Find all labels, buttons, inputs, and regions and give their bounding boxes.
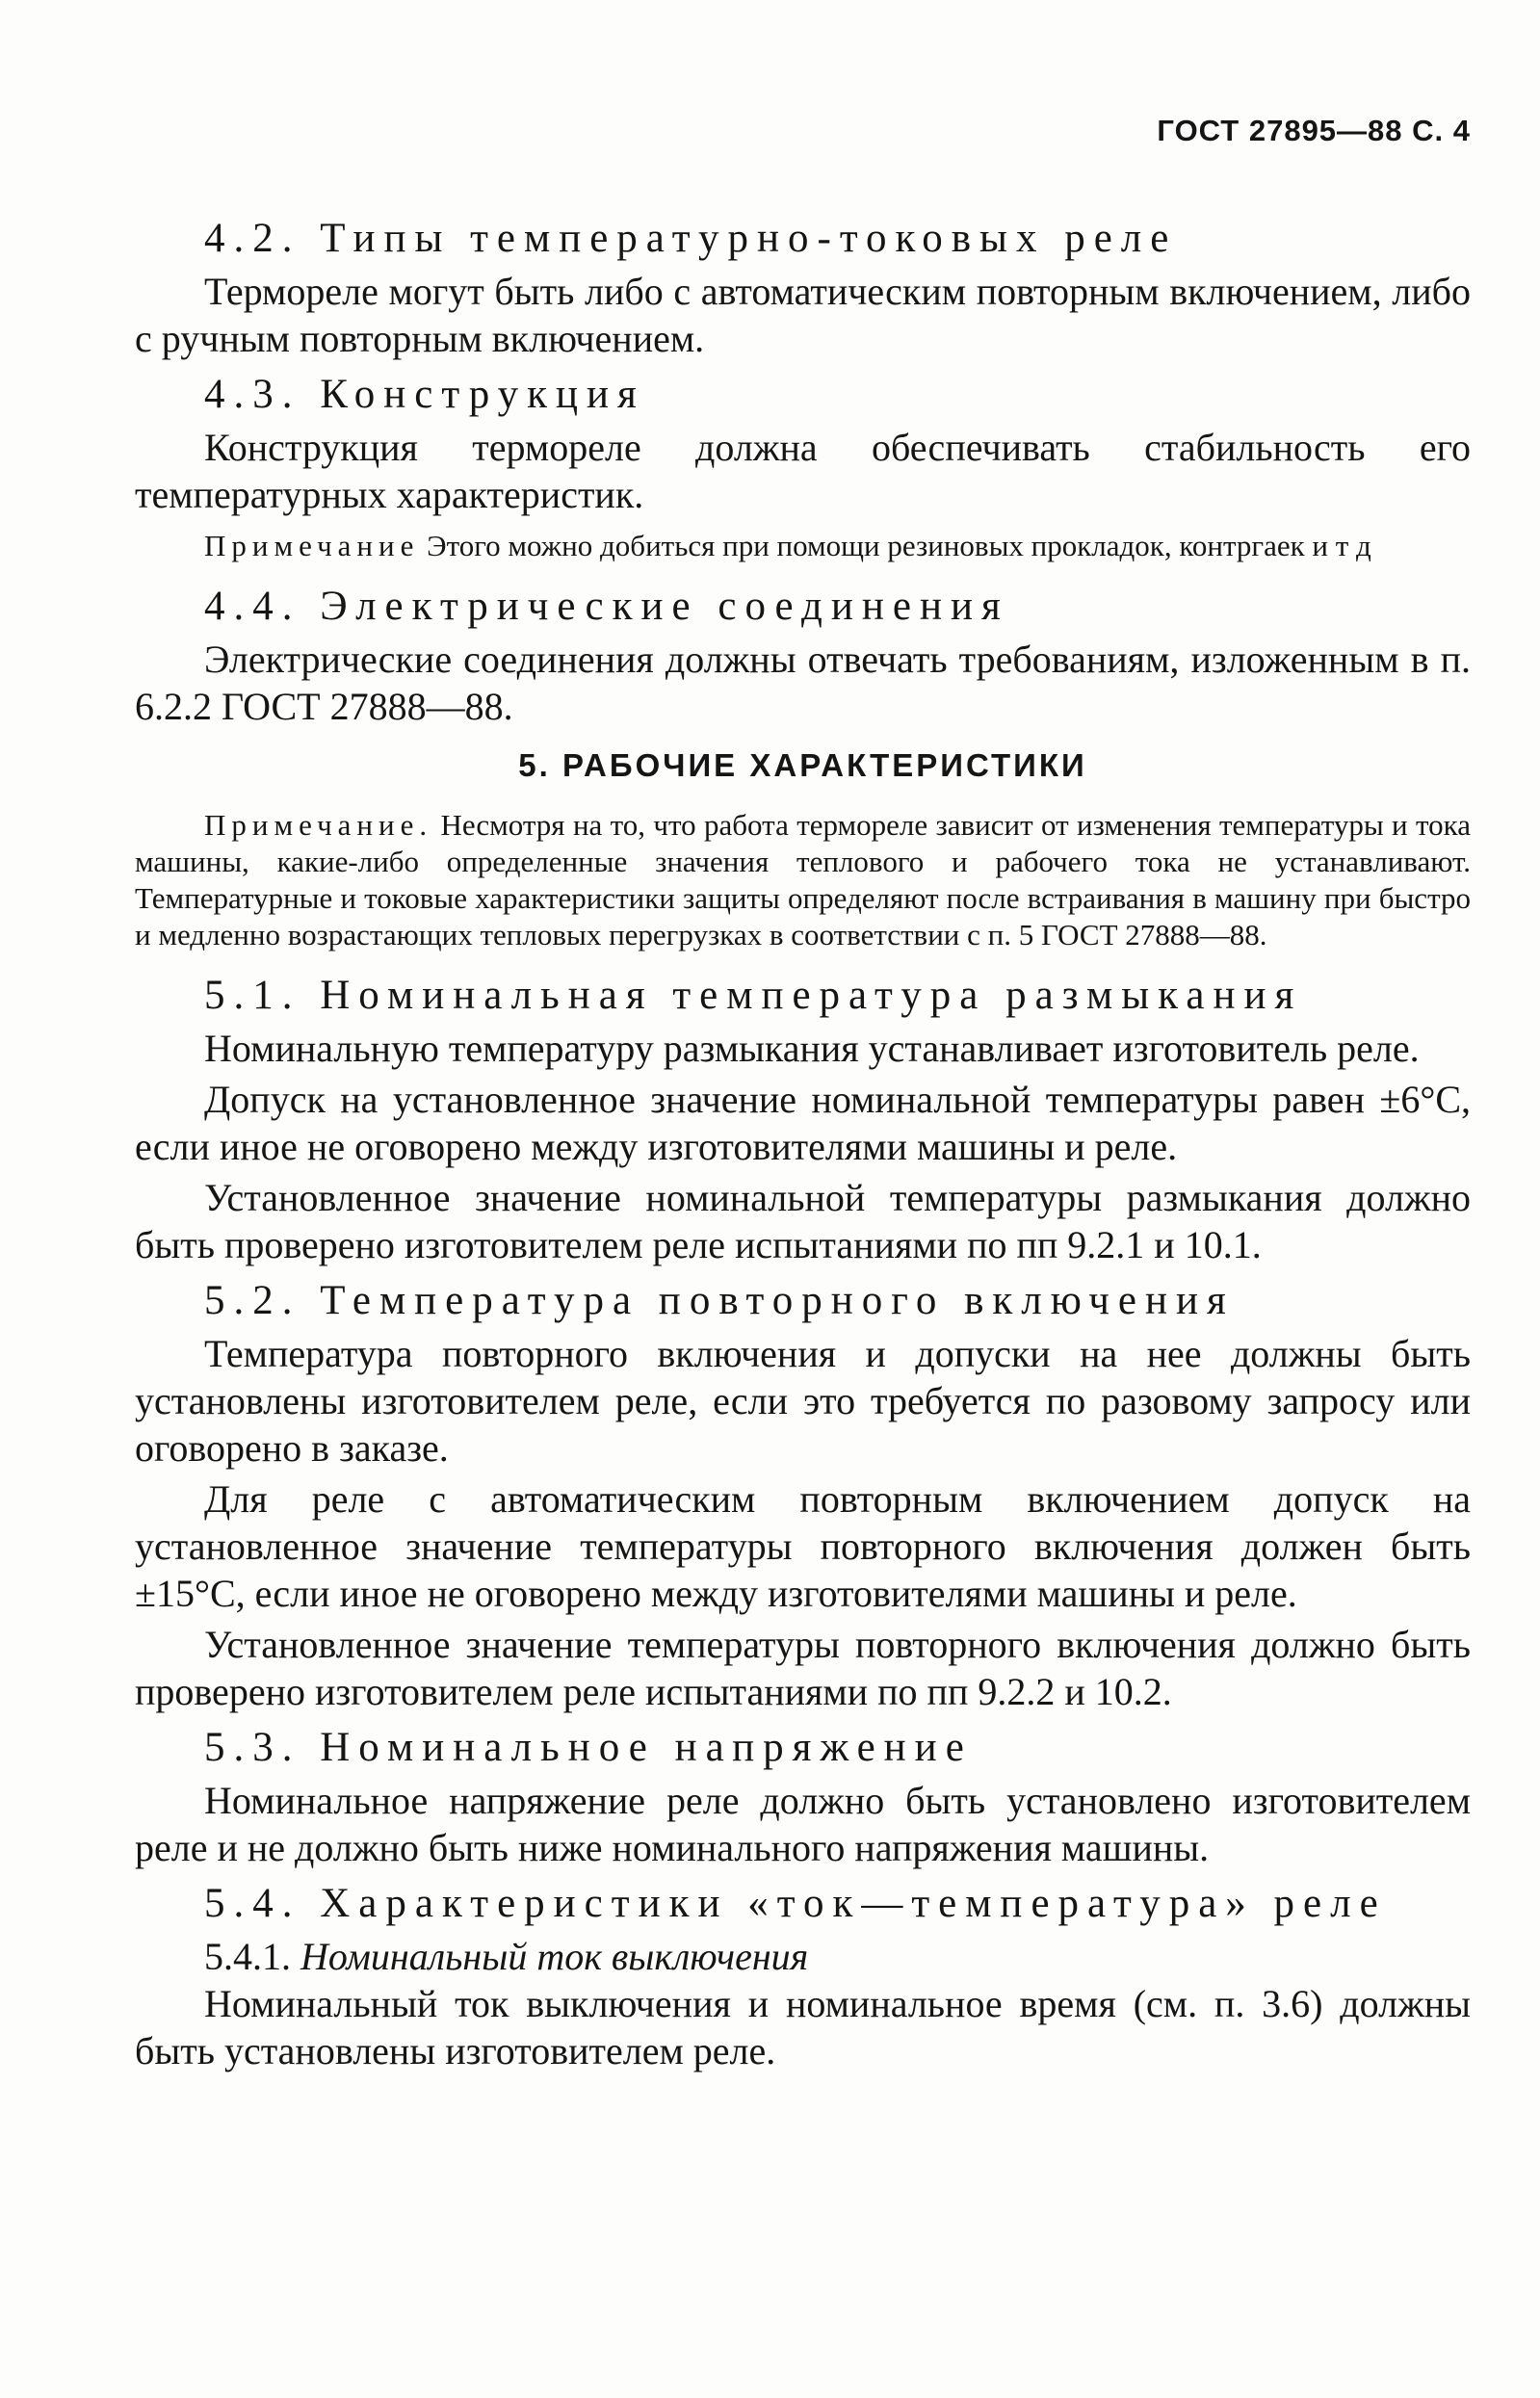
heading-4-3: 4.3. Конструкция bbox=[204, 372, 645, 417]
paragraph-5-1-a: Номинальную температуру размыкания устанавливает изготовитель реле. bbox=[204, 1027, 1420, 1070]
note-text: Несмотря на то, что работа термореле зависит от изменения температуры и тока машины, какие-либо определенные значения теплового и рабочего тока не устанавливают. Температурные и токовые характеристики защиты определяют после встраивания в машину при быстро и медленно возрастающих тепловых перегрузках в соответствии с п. 5 ГОСТ 27888—88. bbox=[135, 808, 1471, 951]
note-label: Примечание. bbox=[204, 808, 433, 842]
heading-5-3: 5.3. Номинальное напряжение bbox=[204, 1725, 973, 1770]
paragraph-4-2: Термореле могут быть либо с автоматическим повторным включением, либо с ручным повторным включением. bbox=[135, 270, 1471, 360]
note-4-3 bbox=[135, 528, 1471, 564]
heading-5-4-1 bbox=[135, 1933, 1471, 1980]
heading-5-4: 5.4. Характеристики «ток—температура» реле bbox=[204, 1881, 1387, 1926]
heading-5-4-1-title: Номинальный ток выключения bbox=[300, 1935, 809, 1978]
section-5-title: 5. РАБОЧИЕ ХАРАКТЕРИСТИКИ bbox=[518, 747, 1087, 783]
paragraph-5-1-b: Допуск на установленное значение номинальной температуры равен ±6°С, если иное не оговорено между изготовителями машины и реле. bbox=[135, 1078, 1471, 1168]
paragraph-5-2-b: Для реле с автоматическим повторным включением допуск на установленное значение температуры повторного включения должен быть ±15°С, если иное не оговорено между изготовителями машины и реле. bbox=[135, 1477, 1471, 1615]
paragraph-4-4: Электрические соединения должны отвечать требованиям, изложенным в п. 6.2.2 ГОСТ 27888—88. bbox=[135, 638, 1471, 728]
heading-4-4: 4.4. Электрические соединения bbox=[204, 584, 1009, 629]
paragraph-5-2-a: Температура повторного включения и допуски на нее должны быть установлены изготовителем реле, если это требуется по разовому запросу или оговорено в заказе. bbox=[135, 1332, 1471, 1470]
paragraph-5-3: Номинальное напряжение реле должно быть установлено изготовителем реле и не должно быть ниже номинального напряжения машины. bbox=[135, 1779, 1471, 1869]
note-5 bbox=[135, 807, 1471, 953]
note-text: Этого можно добиться при помощи резиновых прокладок, контргаек и т д bbox=[419, 529, 1371, 562]
paragraph-5-4-1: Номинальный ток выключения и номинальное время (см. п. 3.6) должны быть установлены изготовителем реле. bbox=[135, 1982, 1471, 2072]
heading-4-2: 4.2. Типы температурно-токовых реле bbox=[204, 216, 1178, 261]
paragraph-5-1-c: Установленное значение номинальной температуры размыкания должно быть проверено изготовителем реле испытаниями по пп 9.2.1 и 10.1. bbox=[135, 1176, 1471, 1266]
paragraph-4-3: Конструкция термореле должна обеспечивать стабильность его температурных характеристик. bbox=[135, 426, 1471, 516]
heading-5-2: 5.2. Температура повторного включения bbox=[204, 1278, 1235, 1323]
document-body bbox=[135, 210, 1471, 2078]
heading-5-4-1-number: 5.4.1. bbox=[204, 1935, 300, 1978]
paragraph-5-2-c: Установленное значение температуры повторного включения должно быть проверено изготовителем реле испытаниями по пп 9.2.2 и 10.2. bbox=[135, 1623, 1471, 1713]
note-label: Примечание bbox=[204, 529, 420, 562]
heading-5-1: 5.1. Номинальная температура размыкания bbox=[204, 973, 1303, 1018]
page-header-reference: ГОСТ 27895—88 С. 4 bbox=[1157, 114, 1471, 147]
